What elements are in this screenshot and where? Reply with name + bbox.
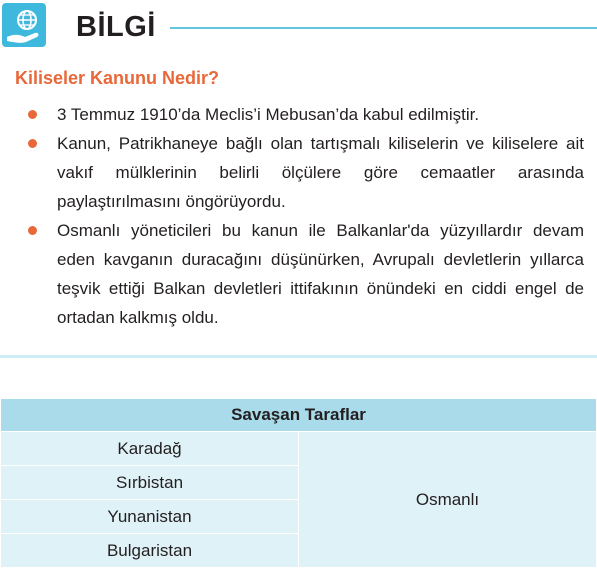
table-cell-left: Bulgaristan (1, 534, 299, 568)
title-divider (170, 27, 597, 29)
bullet-text: Osmanlı yöneticileri bu kanun ile Balkanlar'da yüzyıllardır devam eden kavganın duracağını düşünürken, Avrupalı devletlerin yıllarca teşvik ettiği Balkan devletleri ittifakının önündeki en ciddi engel de ortadan kalkmış oldu. (57, 221, 584, 327)
subheading: Kiliseler Kanunu Nedir? (15, 68, 220, 88)
table-cell-right: Osmanlı (299, 432, 597, 568)
table-cell-left: Karadağ (1, 432, 299, 466)
table-cell-left: Yunanistan (1, 500, 299, 534)
bullet-list (28, 100, 584, 332)
bullet-dot (28, 226, 37, 235)
bullet-item (28, 216, 584, 332)
bullet-text: 3 Temmuz 1910’da Meclis’i Mebusan’da kabul edilmiştir. (57, 105, 480, 124)
bullet-dot (28, 110, 37, 119)
table-row (1, 432, 597, 466)
hand-holding-globe-icon (2, 3, 46, 47)
bullet-item (28, 100, 584, 129)
bullet-text: Kanun, Patrikhaneye bağlı olan tartışmalı kiliselerin ve kiliselere ait vakıf mülklerinin belirli ölçülere göre cemaatler arasında paylaştırılmasını öngörüyordu. (57, 134, 584, 211)
bullet-dot (28, 139, 37, 148)
table-cell-left: Sırbistan (1, 466, 299, 500)
warring-sides-table (0, 398, 597, 568)
table-header-row (1, 399, 597, 432)
info-title: BİLGİ (76, 11, 156, 43)
bullet-item (28, 129, 584, 216)
table-header: Savaşan Taraflar (1, 399, 597, 432)
